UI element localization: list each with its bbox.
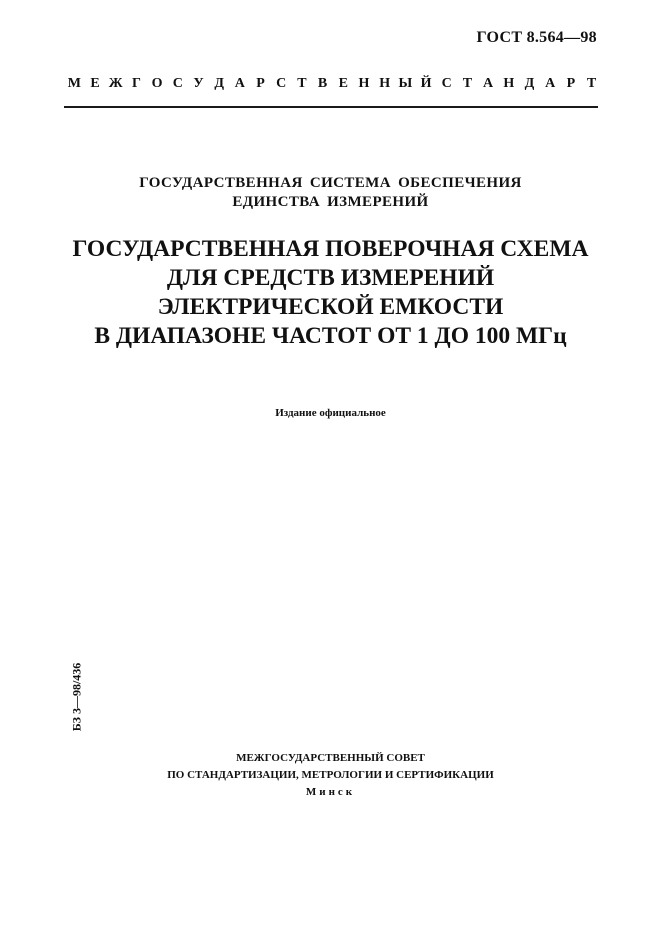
publication-city: Минск bbox=[305, 786, 356, 798]
main-title-line-3: ЭЛЕКТРИЧЕСКОЙ ЕМКОСТИ bbox=[157, 294, 504, 320]
series-title-line-2: ЕДИНСТВА ИЗМЕРЕНИЙ bbox=[232, 194, 429, 210]
publisher-line-2: ПО СТАНДАРТИЗАЦИИ, МЕТРОЛОГИИ И СЕРТИФИКАЦИИ bbox=[167, 769, 494, 781]
standard-designation: ГОСТ 8.564—98 bbox=[476, 29, 597, 46]
main-title-line-4: В ДИАПАЗОНЕ ЧАСТОТ ОТ 1 ДО 100 МГц bbox=[94, 323, 567, 349]
edition-note: Издание официальное bbox=[275, 407, 386, 419]
standard-type-header bbox=[64, 76, 597, 92]
standard-type-word-2: С Т А Н Д А Р Т bbox=[441, 76, 597, 91]
main-title-line-2: ДЛЯ СРЕДСТВ ИЗМЕРЕНИЙ bbox=[166, 265, 495, 291]
publisher-line-1: МЕЖГОСУДАРСТВЕННЫЙ СОВЕТ bbox=[236, 752, 425, 764]
publisher-block bbox=[0, 750, 661, 801]
side-registration-code: БЗ 3—98/436 bbox=[69, 662, 84, 732]
main-title-line-1: ГОСУДАРСТВЕННАЯ ПОВЕРОЧНАЯ СХЕМА bbox=[72, 236, 589, 262]
standard-type-word-1: М Е Ж Г О С У Д А Р С Т В Е Н Н Ы Й bbox=[67, 76, 432, 91]
main-title bbox=[0, 235, 661, 351]
series-title-line-1: ГОСУДАРСТВЕННАЯ СИСТЕМА ОБЕСПЕЧЕНИЯ bbox=[139, 175, 522, 191]
header-divider bbox=[64, 106, 598, 108]
series-title bbox=[0, 174, 661, 212]
